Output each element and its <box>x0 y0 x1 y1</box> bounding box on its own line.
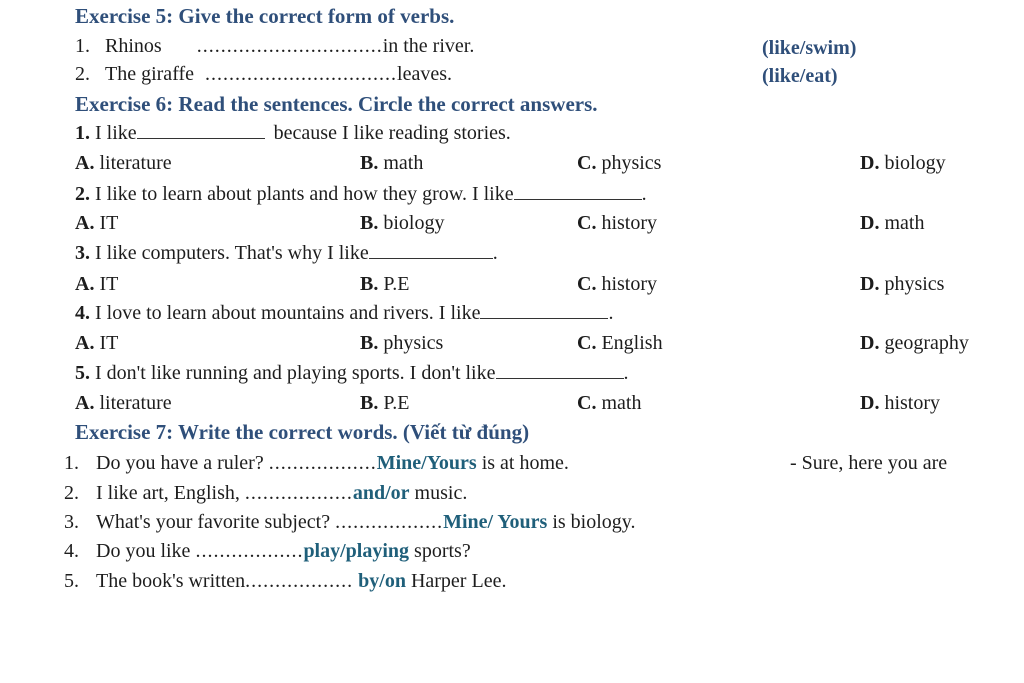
question-text-end: because I like reading stories. <box>273 122 511 144</box>
question-text: I like <box>95 122 137 144</box>
item-text: The giraffe <box>105 63 195 85</box>
exercise-6-title: Exercise 6: Read the sentences. Circle the correct answers. <box>75 92 598 116</box>
ex7-item-3: 3. What's your favorite subject? ..................Mine/ Yours is biology. <box>64 511 636 533</box>
ex6-question-3 <box>75 241 498 265</box>
question-text-end: . <box>492 242 498 264</box>
option-d[interactable]: D. physics <box>860 273 945 295</box>
question-text: I like computers. That's why I like <box>95 242 369 264</box>
option-a[interactable]: A. IT <box>75 273 119 295</box>
answer-dots[interactable]: .................. <box>244 482 353 504</box>
item-rest: leaves. <box>397 63 453 85</box>
ex7-item-1-response: - Sure, here you are <box>790 452 948 474</box>
option-c[interactable]: C. history <box>577 273 658 295</box>
answer-choice: and/or <box>352 482 410 504</box>
answer-choice: by/on <box>358 570 406 592</box>
option-c[interactable]: C. history <box>577 212 658 234</box>
answer-blank[interactable] <box>480 302 608 319</box>
option-d[interactable]: D. geography <box>860 332 969 354</box>
option-b[interactable]: B. P.E <box>360 392 410 414</box>
ex7-item-5: 5. The book's written.................. by/on Harper Lee. <box>64 570 507 592</box>
option-c[interactable]: C. physics <box>577 152 662 174</box>
option-b[interactable]: B. biology <box>360 212 445 234</box>
question-text: I love to learn about mountains and rivers. I like <box>95 302 481 324</box>
ex6-question-1 <box>75 121 511 145</box>
option-b[interactable]: B. math <box>360 152 424 174</box>
ex5-hint-2: (like/eat) <box>762 65 838 87</box>
question-number: 1. <box>75 122 90 144</box>
answer-blank[interactable] <box>137 122 265 139</box>
option-b[interactable]: B. physics <box>360 332 444 354</box>
option-a[interactable]: A. IT <box>75 332 119 354</box>
option-a[interactable]: A. IT <box>75 212 119 234</box>
answer-blank[interactable] <box>496 362 624 379</box>
item-number: 2. <box>75 63 90 85</box>
question-text: I don't like running and playing sports. I don't like <box>95 362 496 384</box>
ex5-item-1 <box>75 34 474 58</box>
exercise-7-title: Exercise 7: Write the correct words. (Viết từ đúng) <box>75 420 530 444</box>
answer-dots[interactable]: .................. <box>245 570 354 592</box>
question-number: 2. <box>75 183 90 205</box>
item-text: Rhinos <box>105 35 162 57</box>
item-rest: in the river. <box>382 35 475 57</box>
question-number: 4. <box>75 302 90 324</box>
ex6-question-2 <box>75 182 647 206</box>
answer-dots[interactable]: .................. <box>195 540 304 562</box>
option-d[interactable]: D. math <box>860 212 925 234</box>
ex7-item-1: 1. Do you have a ruler? ..................Mine/Yours is at home. <box>64 452 569 474</box>
item-number: 1. <box>75 35 90 57</box>
answer-dots[interactable]: .................. <box>335 511 444 533</box>
option-c[interactable]: C. English <box>577 332 663 354</box>
answer-choice: play/playing <box>303 540 410 562</box>
question-number: 5. <box>75 362 90 384</box>
question-text-end: . <box>641 183 647 205</box>
question-text-end: . <box>623 362 629 384</box>
ex6-question-5 <box>75 361 629 385</box>
ex7-item-2: 2. I like art, English, ..................and/or music. <box>64 482 468 504</box>
option-a[interactable]: A. literature <box>75 152 172 174</box>
ex5-item-2 <box>75 62 452 86</box>
ex6-question-4 <box>75 301 613 325</box>
answer-blank[interactable] <box>369 242 493 259</box>
option-c[interactable]: C. math <box>577 392 642 414</box>
option-b[interactable]: B. P.E <box>360 273 410 295</box>
question-text-end: . <box>608 302 614 324</box>
option-a[interactable]: A. literature <box>75 392 172 414</box>
answer-blank[interactable]: ................................ <box>205 63 398 85</box>
answer-choice: Mine/ Yours <box>443 511 548 533</box>
ex5-hint-1: (like/swim) <box>762 37 857 59</box>
answer-dots[interactable]: .................. <box>268 452 377 474</box>
option-d[interactable]: D. history <box>860 392 941 414</box>
option-d[interactable]: D. biology <box>860 152 946 174</box>
answer-blank[interactable]: ............................... <box>196 35 383 57</box>
question-text: I like to learn about plants and how they grow. I like <box>95 183 514 205</box>
ex7-item-4: 4. Do you like ..................play/playing sports? <box>64 540 471 562</box>
answer-choice: Mine/Yours <box>376 452 477 474</box>
exercise-5-title: Exercise 5: Give the correct form of verbs. <box>75 4 455 28</box>
question-number: 3. <box>75 242 90 264</box>
answer-blank[interactable] <box>514 183 642 200</box>
